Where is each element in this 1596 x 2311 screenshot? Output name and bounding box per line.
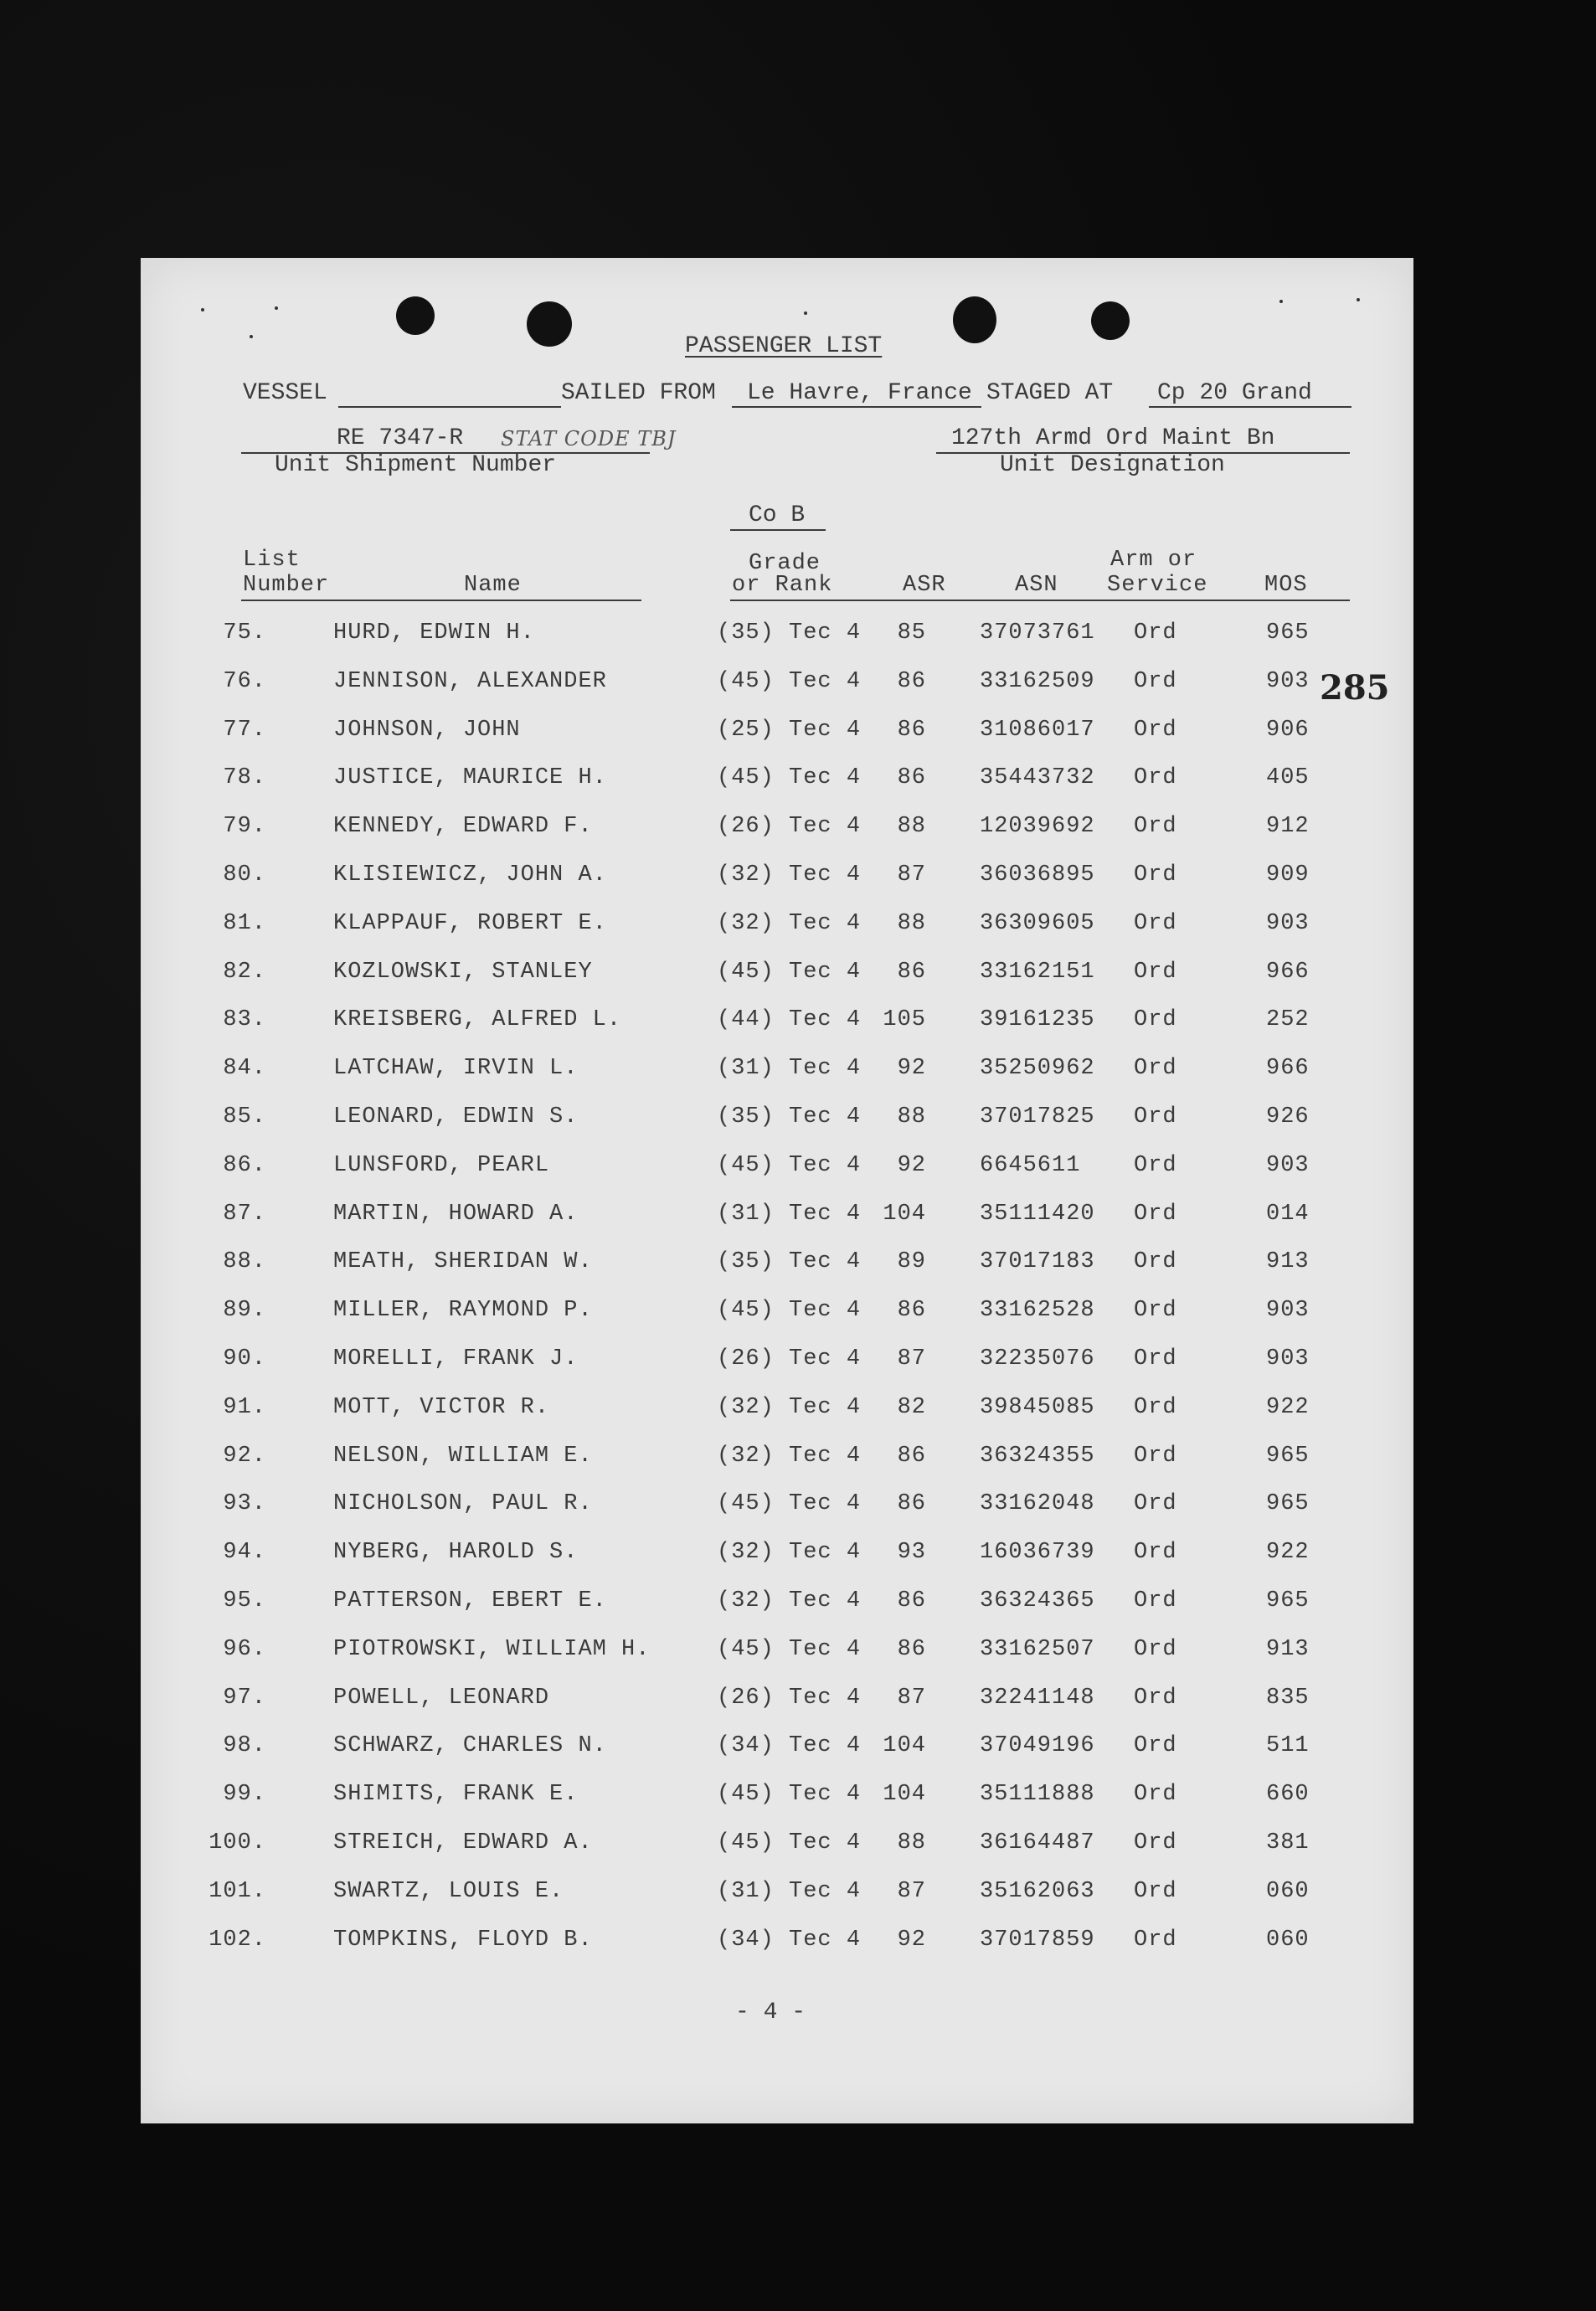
arm-or-service: Ord [1134,1395,1177,1420]
arm-or-service: Ord [1134,1056,1177,1081]
list-number: 91. [223,1395,266,1420]
table-row [141,1733,1413,1767]
table-row [141,1202,1413,1235]
table-row [141,1637,1413,1670]
army-serial-number: 35250962 [980,1056,1095,1081]
mos-code: 966 [1266,1056,1310,1081]
vessel-label: VESSEL [243,380,327,406]
passenger-name: NYBERG, HAROLD S. [333,1540,579,1565]
passenger-name: MEATH, SHERIDAN W. [333,1249,593,1274]
asr-score: 92 [897,1928,926,1953]
company-underline [730,529,826,531]
mos-code: 252 [1266,1007,1310,1032]
table-row [141,911,1413,944]
passenger-name: HURD, EDWIN H. [333,620,535,646]
grade-or-rank: (32) Tec 4 [717,911,862,936]
dust-speck [1357,298,1360,301]
arm-or-service: Ord [1134,718,1177,743]
mos-code: 906 [1266,718,1310,743]
asr-score: 88 [897,911,926,936]
army-serial-number: 33162151 [980,960,1095,985]
grade-or-rank: (45) Tec 4 [717,1491,862,1516]
list-number: 85. [223,1104,266,1130]
list-number: 102. [209,1928,266,1953]
asr-score: 88 [897,1104,926,1130]
mos-code: 913 [1266,1249,1310,1274]
asr-score: 104 [883,1782,926,1807]
dust-speck [275,306,278,310]
table-row [141,1153,1413,1186]
table-row [141,1056,1413,1089]
table-row [141,1346,1413,1380]
mos-code: 060 [1266,1928,1310,1953]
col-header-grade-line2: or Rank [732,573,833,598]
grade-or-rank: (35) Tec 4 [717,620,862,646]
dust-speck [1279,300,1283,303]
mos-code: 909 [1266,862,1310,888]
passenger-name: MORELLI, FRANK J. [333,1346,579,1372]
col-header-arm-line1: Arm or [1110,548,1197,573]
arm-or-service: Ord [1134,1298,1177,1323]
grade-or-rank: (31) Tec 4 [717,1056,862,1081]
list-number: 89. [223,1298,266,1323]
arm-or-service: Ord [1134,814,1177,839]
table-row [141,765,1413,799]
grade-or-rank: (25) Tec 4 [717,718,862,743]
table-row [141,669,1413,703]
asr-score: 88 [897,814,926,839]
grade-or-rank: (34) Tec 4 [717,1733,862,1758]
arm-or-service: Ord [1134,1153,1177,1178]
mos-code: 903 [1266,1153,1310,1178]
company-label: Co B [749,502,806,528]
asr-score: 86 [897,960,926,985]
army-serial-number: 33162507 [980,1637,1095,1662]
grade-or-rank: (45) Tec 4 [717,669,862,694]
list-number: 79. [223,814,266,839]
handwritten-stat-code: STAT CODE TBJ [501,427,677,450]
passenger-name: KREISBERG, ALFRED L. [333,1007,622,1032]
arm-or-service: Ord [1134,911,1177,936]
army-serial-number: 35443732 [980,765,1095,790]
list-number: 95. [223,1588,266,1614]
asr-score: 86 [897,1491,926,1516]
army-serial-number: 36324355 [980,1444,1095,1469]
grade-or-rank: (26) Tec 4 [717,1346,862,1372]
passenger-name: KLAPPAUF, ROBERT E. [333,911,607,936]
passenger-name: SWARTZ, LOUIS E. [333,1879,564,1904]
grade-or-rank: (45) Tec 4 [717,1782,862,1807]
list-number: 94. [223,1540,266,1565]
mos-code: 903 [1266,669,1310,694]
staged-at-value: Cp 20 Grand [1157,380,1312,406]
passenger-name: KOZLOWSKI, STANLEY [333,960,593,985]
grade-or-rank: (45) Tec 4 [717,1830,862,1855]
asr-score: 104 [883,1733,926,1758]
army-serial-number: 33162509 [980,669,1095,694]
arm-or-service: Ord [1134,1686,1177,1711]
arm-or-service: Ord [1134,862,1177,888]
arm-or-service: Ord [1134,1202,1177,1227]
army-serial-number: 33162048 [980,1491,1095,1516]
army-serial-number: 36164487 [980,1830,1095,1855]
army-serial-number: 12039692 [980,814,1095,839]
asr-score: 93 [897,1540,926,1565]
table-row [141,620,1413,654]
mos-code: 912 [1266,814,1310,839]
army-serial-number: 37073761 [980,620,1095,646]
army-serial-number: 32235076 [980,1346,1095,1372]
grade-or-rank: (35) Tec 4 [717,1104,862,1130]
col-header-mos: MOS [1264,573,1308,598]
table-row [141,1249,1413,1283]
grade-or-rank: (45) Tec 4 [717,1298,862,1323]
army-serial-number: 36036895 [980,862,1095,888]
stamped-number: 285 [1320,668,1390,708]
army-serial-number: 37017859 [980,1928,1095,1953]
grade-or-rank: (45) Tec 4 [717,1153,862,1178]
col-header-asn: ASN [1015,573,1058,598]
passenger-name: SCHWARZ, CHARLES N. [333,1733,607,1758]
arm-or-service: Ord [1134,1444,1177,1469]
table-row [141,1104,1413,1138]
dust-speck [250,335,253,338]
mos-code: 922 [1266,1540,1310,1565]
list-number: 87. [223,1202,266,1227]
col-header-list-line2: Number [243,573,330,598]
arm-or-service: Ord [1134,1491,1177,1516]
asr-score: 89 [897,1249,926,1274]
header-underline-right [730,600,1350,601]
arm-or-service: Ord [1134,765,1177,790]
arm-or-service: Ord [1134,1830,1177,1855]
passenger-name: LEONARD, EDWIN S. [333,1104,579,1130]
army-serial-number: 33162528 [980,1298,1095,1323]
staged-at-underline [1149,406,1351,408]
table-row [141,1007,1413,1041]
mos-code: 405 [1266,765,1310,790]
asr-score: 86 [897,1444,926,1469]
table-row [141,1298,1413,1331]
vessel-blank-line [338,406,561,408]
mos-code: 014 [1266,1202,1310,1227]
mos-code: 922 [1266,1395,1310,1420]
asr-score: 86 [897,1588,926,1614]
asr-score: 87 [897,1879,926,1904]
army-serial-number: 35162063 [980,1879,1095,1904]
list-number: 81. [223,911,266,936]
asr-score: 86 [897,1637,926,1662]
passenger-name: JENNISON, ALEXANDER [333,669,607,694]
table-row [141,718,1413,751]
mos-code: 913 [1266,1637,1310,1662]
arm-or-service: Ord [1134,1782,1177,1807]
asr-score: 87 [897,862,926,888]
page-title: PASSENGER LIST [685,333,883,359]
dust-speck [804,311,807,315]
mos-code: 926 [1266,1104,1310,1130]
grade-or-rank: (32) Tec 4 [717,1395,862,1420]
mos-code: 903 [1266,911,1310,936]
arm-or-service: Ord [1134,960,1177,985]
list-number: 90. [223,1346,266,1372]
table-row [141,1928,1413,1961]
staged-at-label: STAGED AT [986,380,1114,406]
grade-or-rank: (34) Tec 4 [717,1928,862,1953]
mos-code: 381 [1266,1830,1310,1855]
grade-or-rank: (44) Tec 4 [717,1007,862,1032]
mos-code: 835 [1266,1686,1310,1711]
mos-code: 660 [1266,1782,1310,1807]
mos-code: 965 [1266,620,1310,646]
table-row [141,1686,1413,1719]
army-serial-number: 35111888 [980,1782,1095,1807]
passenger-name: PATTERSON, EBERT E. [333,1588,607,1614]
list-number: 88. [223,1249,266,1274]
list-number: 97. [223,1686,266,1711]
grade-or-rank: (26) Tec 4 [717,1686,862,1711]
mos-code: 965 [1266,1588,1310,1614]
army-serial-number: 16036739 [980,1540,1095,1565]
army-serial-number: 37017825 [980,1104,1095,1130]
passenger-name: LUNSFORD, PEARL [333,1153,550,1178]
list-number: 92. [223,1444,266,1469]
punch-hole [1091,301,1130,340]
table-row [141,1879,1413,1912]
table-row [141,1830,1413,1864]
army-serial-number: 37049196 [980,1733,1095,1758]
passenger-name: KLISIEWICZ, JOHN A. [333,862,607,888]
arm-or-service: Ord [1134,1249,1177,1274]
unit-shipment-label: Unit Shipment Number [275,452,557,478]
grade-or-rank: (32) Tec 4 [717,1588,862,1614]
punch-hole [527,301,572,347]
col-header-grade-line1: Grade [749,551,821,576]
list-number: 84. [223,1056,266,1081]
army-serial-number: 6645611 [980,1153,1081,1178]
dust-speck [201,308,204,311]
army-serial-number: 31086017 [980,718,1095,743]
grade-or-rank: (32) Tec 4 [717,862,862,888]
passenger-name: POWELL, LEONARD [333,1686,550,1711]
sailed-from-label: SAILED FROM [561,380,716,406]
passenger-name: TOMPKINS, FLOYD B. [333,1928,593,1953]
col-header-name: Name [464,573,522,598]
passenger-name: NICHOLSON, PAUL R. [333,1491,593,1516]
grade-or-rank: (32) Tec 4 [717,1540,862,1565]
army-serial-number: 36309605 [980,911,1095,936]
sailed-from-underline [732,406,981,408]
army-serial-number: 35111420 [980,1202,1095,1227]
passenger-name: PIOTROWSKI, WILLIAM H. [333,1637,651,1662]
grade-or-rank: (45) Tec 4 [717,765,862,790]
asr-score: 104 [883,1202,926,1227]
mos-code: 965 [1266,1491,1310,1516]
grade-or-rank: (26) Tec 4 [717,814,862,839]
asr-score: 87 [897,1346,926,1372]
list-number: 77. [223,718,266,743]
list-number: 76. [223,669,266,694]
unit-designation-label: Unit Designation [1000,452,1225,478]
asr-score: 86 [897,669,926,694]
mos-code: 511 [1266,1733,1310,1758]
mos-code: 903 [1266,1346,1310,1372]
army-serial-number: 39161235 [980,1007,1095,1032]
mos-code: 903 [1266,1298,1310,1323]
list-number: 82. [223,960,266,985]
table-row [141,814,1413,847]
arm-or-service: Ord [1134,1588,1177,1614]
passenger-name: MILLER, RAYMOND P. [333,1298,593,1323]
asr-score: 85 [897,620,926,646]
list-number: 98. [223,1733,266,1758]
asr-score: 105 [883,1007,926,1032]
arm-or-service: Ord [1134,1733,1177,1758]
list-number: 99. [223,1782,266,1807]
col-header-arm-line2: Service [1107,573,1208,598]
grade-or-rank: (32) Tec 4 [717,1444,862,1469]
mos-code: 965 [1266,1444,1310,1469]
punch-hole [953,296,996,343]
page-number: - 4 - [735,2000,806,2025]
grade-or-rank: (45) Tec 4 [717,960,862,985]
mos-code: 966 [1266,960,1310,985]
passenger-name: MARTIN, HOWARD A. [333,1202,579,1227]
arm-or-service: Ord [1134,1007,1177,1032]
mos-code: 060 [1266,1879,1310,1904]
list-number: 80. [223,862,266,888]
asr-score: 87 [897,1686,926,1711]
col-header-list-line1: List [243,548,301,573]
arm-or-service: Ord [1134,1540,1177,1565]
arm-or-service: Ord [1134,669,1177,694]
table-row [141,1395,1413,1428]
header-underline-left [241,600,641,601]
unit-designation: 127th Armd Ord Maint Bn [951,425,1275,451]
table-row [141,1782,1413,1815]
table-row [141,862,1413,896]
list-number: 83. [223,1007,266,1032]
list-number: 100. [209,1830,266,1855]
asr-score: 86 [897,765,926,790]
army-serial-number: 36324365 [980,1588,1095,1614]
army-serial-number: 32241148 [980,1686,1095,1711]
list-number: 96. [223,1637,266,1662]
col-header-asr: ASR [903,573,946,598]
table-row [141,1491,1413,1525]
table-row [141,960,1413,993]
arm-or-service: Ord [1134,620,1177,646]
army-serial-number: 39845085 [980,1395,1095,1420]
grade-or-rank: (31) Tec 4 [717,1202,862,1227]
grade-or-rank: (35) Tec 4 [717,1249,862,1274]
table-row [141,1444,1413,1477]
table-row [141,1588,1413,1622]
list-number: 101. [209,1879,266,1904]
passenger-name: SHIMITS, FRANK E. [333,1782,579,1807]
list-number: 78. [223,765,266,790]
passenger-list-page [141,258,1413,2123]
passenger-name: MOTT, VICTOR R. [333,1395,550,1420]
grade-or-rank: (31) Tec 4 [717,1879,862,1904]
passenger-name: JUSTICE, MAURICE H. [333,765,607,790]
passenger-name: STREICH, EDWARD A. [333,1830,593,1855]
asr-score: 86 [897,718,926,743]
arm-or-service: Ord [1134,1637,1177,1662]
list-number: 93. [223,1491,266,1516]
table-row [141,1540,1413,1573]
list-number: 75. [223,620,266,646]
punch-hole [396,296,435,335]
passenger-name: LATCHAW, IRVIN L. [333,1056,579,1081]
asr-score: 92 [897,1153,926,1178]
asr-score: 92 [897,1056,926,1081]
unit-shipment-number: RE 7347-R [337,425,464,451]
passenger-name: JOHNSON, JOHN [333,718,521,743]
army-serial-number: 37017183 [980,1249,1095,1274]
arm-or-service: Ord [1134,1928,1177,1953]
arm-or-service: Ord [1134,1879,1177,1904]
list-number: 86. [223,1153,266,1178]
arm-or-service: Ord [1134,1346,1177,1372]
passenger-name: NELSON, WILLIAM E. [333,1444,593,1469]
asr-score: 86 [897,1298,926,1323]
arm-or-service: Ord [1134,1104,1177,1130]
grade-or-rank: (45) Tec 4 [717,1637,862,1662]
sailed-from-value: Le Havre, France [747,380,972,406]
asr-score: 82 [897,1395,926,1420]
passenger-name: KENNEDY, EDWARD F. [333,814,593,839]
asr-score: 88 [897,1830,926,1855]
